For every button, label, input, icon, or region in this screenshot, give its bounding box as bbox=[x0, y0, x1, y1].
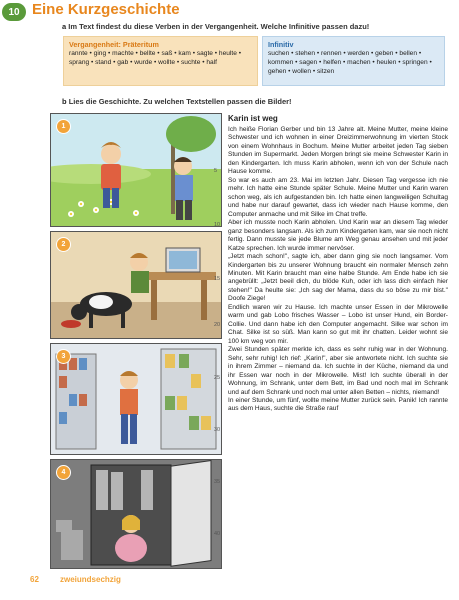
page-title: Eine Kurzgeschichte bbox=[32, 1, 180, 18]
task-a-text: Im Text findest du diese Verben in der Vergangenheit. Welche Infinitive passen dazu! bbox=[68, 22, 370, 31]
story-paragraph: In einer Stunde, um fünf, wollte meine Mutter zurück sein. Panik! Ich rannte aus dem Haus, suchte die Straße rauf bbox=[228, 397, 448, 413]
page-number-word: zweiundsechzig bbox=[60, 575, 121, 584]
task-b-text: Lies die Geschichte. Zu welchen Textstellen passen die Bilder! bbox=[68, 97, 292, 106]
story-paragraph: Aber ich musste noch Karin abholen. Und Karin war an diesem Tag wieder ganz besonders langsam. Als ich zum Kindergarten kam, war sie noch nicht fertig. Dann musste sie jede Blume am Weg genau ansehen und mit jeder Katze sprechen. Ich wurde immer nervöser. bbox=[228, 219, 448, 252]
computer-dog-illustration bbox=[51, 232, 222, 339]
line-number: 20 bbox=[214, 322, 221, 328]
infinitiv-words: suchen • stehen • rennen • werden • geben • bellen • kommen • sagen • helfen • machen • heulen • springen • gehen • wollen • sitzen bbox=[268, 49, 432, 75]
task-a-letter: a bbox=[62, 22, 67, 31]
story-title: Karin ist weg bbox=[228, 114, 278, 123]
line-number: 10 bbox=[214, 222, 221, 228]
praeteritum-words: rannte • ging • machte • bellte • saß • kam • sagte • heulte • sprang • stand • gab • wurde • wollte • suchte • half bbox=[69, 49, 242, 66]
task-b bbox=[62, 97, 292, 106]
infinitiv-heading: Infinitiv bbox=[268, 40, 294, 49]
line-number: 35 bbox=[214, 479, 221, 485]
task-b-letter: b bbox=[62, 97, 67, 106]
story-paragraph: So war es auch am 23. Mai im letzten Jahr. Diesen Tag vergesse ich nie mehr. Ich hatte eine Stunde später Schule. Meine Mutter und Karin waren schon weg, als ich aufgestanden bin. Ich hatte einen langweiligen Schultag und habe nur darauf gewartet, dass ich wieder nach Hause komme, den Computer anmache und mit Silke im Chat treffe. bbox=[228, 176, 448, 218]
picture-number-3: 3 bbox=[56, 349, 71, 364]
illustration-3 bbox=[50, 343, 222, 455]
page-number: 62 bbox=[30, 575, 39, 584]
line-number: 25 bbox=[214, 375, 221, 381]
line-number: 5 bbox=[214, 168, 218, 174]
picture-number-4: 4 bbox=[56, 465, 71, 480]
story-paragraph: Endlich waren wir zu Hause. Ich machte unser Essen in der Mikrowelle warm und gab Lobo frisches Wasser – Lobo ist unser Hund, ein Border-Collie. Und dann habe ich den Computer angemacht. Silke war schon im Chat. Silke ist so süß. Man kann so gut mit ihr chatten. Leider wohnt sie 100 km weg von mir. bbox=[228, 303, 448, 345]
line-number: 15 bbox=[214, 276, 221, 282]
story-paragraph: Ich heiße Florian Gerber und bin 13 Jahre alt. Meine Mutter, meine kleine Schwester und ich wohnen in einer Dreizimmerwohnung im vierten Stock von einem Wohnhaus in Bochum. Meine Mutter arbeitet jeden Tag sieben Stunden im Supermarkt. Jeden Morgen bringt sie meine Schwester Karin in den Kindergarten. Ich muss Karin abholen, wenn ich von der Schule nach Hause komme. bbox=[228, 126, 448, 176]
praeteritum-box bbox=[63, 36, 258, 86]
picture-number-1: 1 bbox=[56, 119, 71, 134]
illustration-4 bbox=[50, 459, 222, 569]
illustration-2 bbox=[50, 231, 222, 339]
story-paragraph: Zwei Stunden später merkte ich, dass es sehr ruhig war in der Wohnung. Sehr, sehr ruhig! Ich rief: „Karin!", aber sie antwortete nicht. Ich suchte sie in ihrem Zimmer – niemand da. Ich suchte in der Küche, niemand da und ihr Essen war noch in der Mikrowelle. Mist! Ich suchte überall in der Wohnung, im Schrank, unter dem Bett, im Bad und noch mal im Schrank und auf dem Schrank und noch mal unter allen Betten – nichts, niemand! bbox=[228, 346, 448, 396]
story-paragraph: „Jetzt mach schon!", sagte ich, aber dann ging sie noch langsamer. Vom Kindergarten bis zu unserer Wohnung braucht ein normaler Mensch zehn Minuten. Mit Karin braucht man eine halbe Stunde. Am Ende habe ich sie angebrüllt: „Jetzt beeil dich, du blöde Kuh, oder ich lass dich einfach hier stehen!" Da heulte sie: „Ich sag der Mama, dass du so böse zu mir bist." Doofe Ziege! bbox=[228, 253, 448, 303]
wardrobe-girl-illustration bbox=[51, 460, 222, 569]
meadow-scene-illustration bbox=[51, 114, 222, 227]
exercise-number-badge: 10 bbox=[2, 3, 26, 21]
task-a bbox=[62, 22, 369, 31]
line-number: 30 bbox=[214, 427, 221, 433]
praeteritum-heading: Vergangenheit: Präteritum bbox=[69, 40, 159, 49]
illustration-1 bbox=[50, 113, 222, 227]
room-search-illustration bbox=[51, 344, 222, 455]
infinitiv-box bbox=[262, 36, 445, 86]
line-number: 40 bbox=[214, 531, 221, 537]
story-text bbox=[228, 114, 448, 414]
picture-number-2: 2 bbox=[56, 237, 71, 252]
